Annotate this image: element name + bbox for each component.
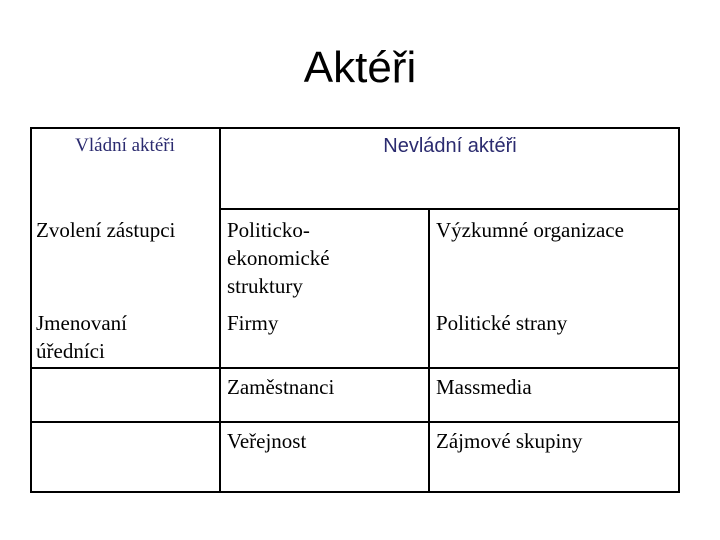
table-cell: Zaměstnanci — [227, 375, 335, 399]
table-divider-header — [220, 208, 680, 210]
table-divider-row3 — [30, 421, 680, 423]
table-cell: Výzkumné organizace — [436, 218, 624, 242]
actors-table — [30, 127, 680, 493]
table-cell: Massmedia — [436, 375, 532, 399]
table-divider-col2 — [428, 208, 430, 493]
table-cell: Politické strany — [436, 311, 568, 335]
table-border-top — [30, 127, 680, 129]
table-border-bottom — [30, 491, 680, 493]
table-cell: Jmenovaní úředníci — [36, 311, 127, 363]
slide-title: Aktéři — [303, 43, 417, 92]
header-government-actors: Vládní aktéři — [75, 135, 175, 156]
table-cell: Zájmové skupiny — [436, 429, 583, 453]
table-cell: Firmy — [227, 311, 279, 335]
table-border-right — [678, 127, 680, 493]
header-nongovernment-actors: Nevládní aktéři — [383, 135, 517, 157]
table-cell: Veřejnost — [227, 429, 307, 453]
table-border-left — [30, 127, 32, 493]
table-divider-row2 — [30, 367, 680, 369]
table-cell: Politicko-ekonomické struktury — [227, 218, 330, 298]
table-divider-col1 — [219, 127, 221, 493]
table-cell: Zvolení zástupci — [36, 218, 176, 242]
